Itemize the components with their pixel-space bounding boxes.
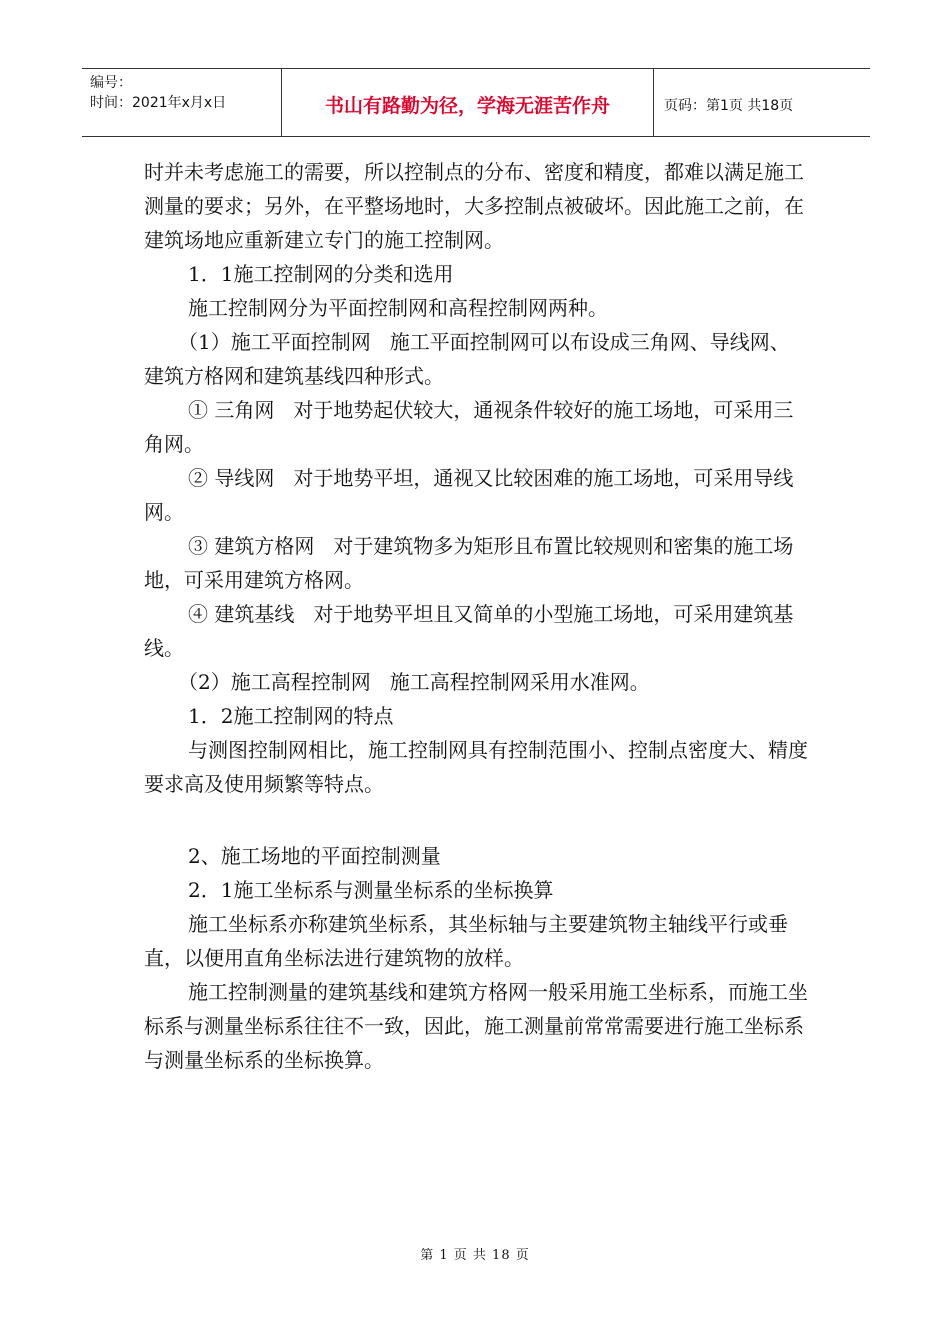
header-motto: 书山有路勤为径，学海无涯苦作舟 [282,69,654,136]
section-heading: 1．1施工控制网的分类和选用 [188,262,454,286]
paragraph: （2）施工高程控制网 施工高程控制网采用水准网。 [178,670,650,694]
document-number-label: 编号： [90,75,132,91]
page-footer: 第 1 页 共 18 页 [420,1248,530,1263]
list-item: ③ 建筑方格网 对于建筑物多为矩形且布置比较规则和密集的施工场地，可采用建筑方格网。 [144,534,794,592]
list-item: ④ 建筑基线 对于地势平坦且又简单的小型施工场地，可采用建筑基线。 [144,602,794,660]
page-header [82,68,870,137]
section-heading: 2、施工场地的平面控制测量 [188,844,441,868]
paragraph: 与测图控制网相比，施工控制网具有控制范围小、控制点密度大、精度要求高及使用频繁等特点。 [144,738,808,796]
paragraph: （1）施工平面控制网 施工平面控制网可以布设成三角网、导线网、建筑方格网和建筑基线四种形式。 [144,330,790,388]
header-meta [82,69,282,136]
paragraph-spacer [144,801,808,839]
list-item: ① 三角网 对于地势起伏较大，通视条件较好的施工场地，可采用三角网。 [144,398,794,456]
header-page-info: 页码：第1页 共18页 [664,97,794,114]
section-heading: 1．2施工控制网的特点 [188,704,394,728]
paragraph: 施工控制网分为平面控制网和高程控制网两种。 [188,296,608,320]
section-heading: 2．1施工坐标系与测量坐标系的坐标换算 [188,878,554,902]
paragraph: 施工控制测量的建筑基线和建筑方格网一般采用施工坐标系，而施工坐标系与测量坐标系往往不一致，因此，施工测量前常常需要进行施工坐标系与测量坐标系的坐标换算。 [144,980,808,1072]
document-body [144,155,808,1077]
paragraph: 时并未考虑施工的需要，所以控制点的分布、密度和精度，都难以满足施工测量的要求；另外，在平整场地时，大多控制点被破坏。因此施工之前，在建筑场地应重新建立专门的施工控制网。 [144,160,804,252]
paragraph: 施工坐标系亦称建筑坐标系，其坐标轴与主要建筑物主轴线平行或垂直，以便用直角坐标法进行建筑物的放样。 [144,912,788,970]
document-date-label: 时间：2021年x月x日 [90,95,227,111]
list-item: ② 导线网 对于地势平坦，通视又比较困难的施工场地，可采用导线网。 [144,466,794,524]
